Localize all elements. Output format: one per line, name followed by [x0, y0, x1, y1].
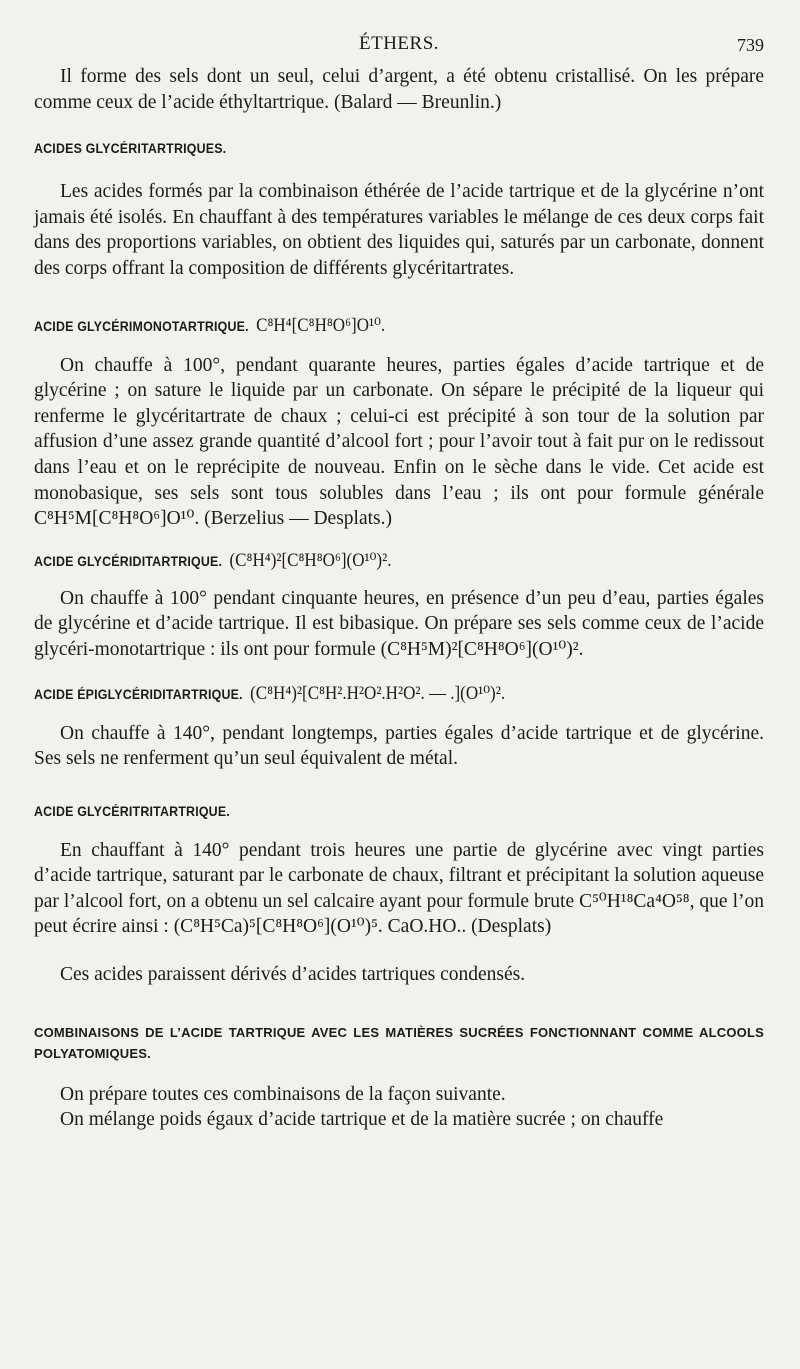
intro-paragraph: Il forme des sels dont un seul, celui d’argent, a été obtenu cristallisé. On les prépare comme ceux de l’acide éthyltartrique. (Balard — Breunlin.)	[34, 66, 764, 113]
heading-formula: C⁸H⁴[C⁸H⁸O⁶]O¹⁰.	[256, 315, 386, 336]
heading-text: ACIDE GLYCÉRIMONOTARTRIQUE.	[34, 318, 249, 334]
paragraph-epiglyceriditartrique: On chauffe à 140°, pendant longtemps, parties égales d’acide tartrique et de glycérine. Ses sels ne renferment qu’un seul équivalent de métal.	[34, 722, 764, 770]
heading-text: ACIDE ÉPIGLYCÉRIDITARTRIQUE.	[34, 686, 243, 702]
running-title: ÉTHERS.	[358, 33, 440, 54]
section-heading-glycerimonotartrique	[34, 316, 706, 337]
heading-text: ACIDE GLYCÉRIDITARTRIQUE.	[34, 553, 223, 569]
section-heading-combinaisons	[34, 1022, 764, 1064]
paragraph-glycerimonotartrique: On chauffe à 100°, pendant quarante heures, parties égales d’acide tartrique et de glycérine ; on sature le liquide par un carbonate. On sépare le précipité de la liqueur qui renferme le glycéritartrate de chaux ; celui-ci est précipité à son tour de la solution par affusion d’une assez grande quantité d’alcool fort ; pour l’avoir tout à fait pur on le redissout dans l’eau et on le reprécipite de nouveau. Enfin on le sèche dans le vide. Cet acide est monobasique, ses sels sont tous solubles dans l’eau ; ils ont pour formule générale C⁸H⁵M[C⁸H⁸O⁶]O¹⁰. (Berzelius — Desplats.)	[34, 354, 764, 530]
running-header	[34, 0, 764, 64]
section-heading-epiglyceriditartrique	[34, 684, 706, 705]
section-heading-glyceritritartrique	[34, 802, 706, 822]
paragraph-glyceriditartrique: On chauffe à 100° pendant cinquante heures, en présence d’un peu d’eau, parties égales de glycérine et d’acide tartrique. Il est bibasique. On prépare ses sels comme ceux de l’acide glycéri-monotartrique : ils ont pour formule (C⁸H⁵M)²[C⁸H⁸O⁶](O¹⁰)².	[34, 587, 764, 660]
section-heading-acides-glyceritartriques	[34, 139, 706, 159]
heading-formula: (C⁸H⁴)²[C⁸H².H²O².H²O². — .](O¹⁰)².	[250, 683, 506, 704]
section-heading-glyceriditartrique	[34, 551, 706, 572]
heading-text: ACIDES GLYCÉRITARTRIQUES.	[34, 141, 227, 157]
heading-formula: (C⁸H⁴)²[C⁸H⁸O⁶](O¹⁰)².	[229, 550, 392, 571]
paragraph-glyceritritartrique: En chauffant à 140° pendant trois heures une partie de glycérine avec vingt parties d’acide tartrique, saturant par le carbonate de chaux, filtrant et précipitant la solution aqueuse par l’alcool fort, on a obtenu un sel calcaire ayant pour formule brute C⁵⁰H¹⁸Ca⁴O⁵⁸, que l’on peut écrire ainsi : (C⁸H⁵Ca)⁵[C⁸H⁸O⁶](O¹⁰)⁵. CaO.HO.. (Desplats)	[34, 839, 764, 938]
heading-text: COMBINAISONS DE L’ACIDE TARTRIQUE AVEC LES MATIÈRES SUCRÉES FONCTIONNANT COMME ALCOOLS POLYATOMIQUES.	[34, 1024, 764, 1061]
paragraph-acides-glyceritartriques: Les acides formés par la combinaison éthérée de l’acide tartrique et de la glycérine n’ont jamais été isolés. En chauffant à des températures variables le mélange de ces deux corps fait dans des proportions variables, on obtient des liquides qui, saturés par un carbonate, donnent des corps offrant la composition de différents glycéritartrates.	[34, 181, 764, 279]
page-number: 739	[737, 35, 764, 55]
paragraph-conclusion: Ces acides paraissent dérivés d’acides tartriques condensés.	[60, 964, 526, 986]
paragraph-combinaisons-1: On prépare toutes ces combinaisons de la façon suivante.	[60, 1083, 506, 1105]
paragraph-combinaisons-2: On mélange poids égaux d’acide tartrique et de la matière sucrée ; on chauffe	[60, 1109, 664, 1131]
heading-text: ACIDE GLYCÉRITRITARTRIQUE.	[34, 803, 230, 819]
